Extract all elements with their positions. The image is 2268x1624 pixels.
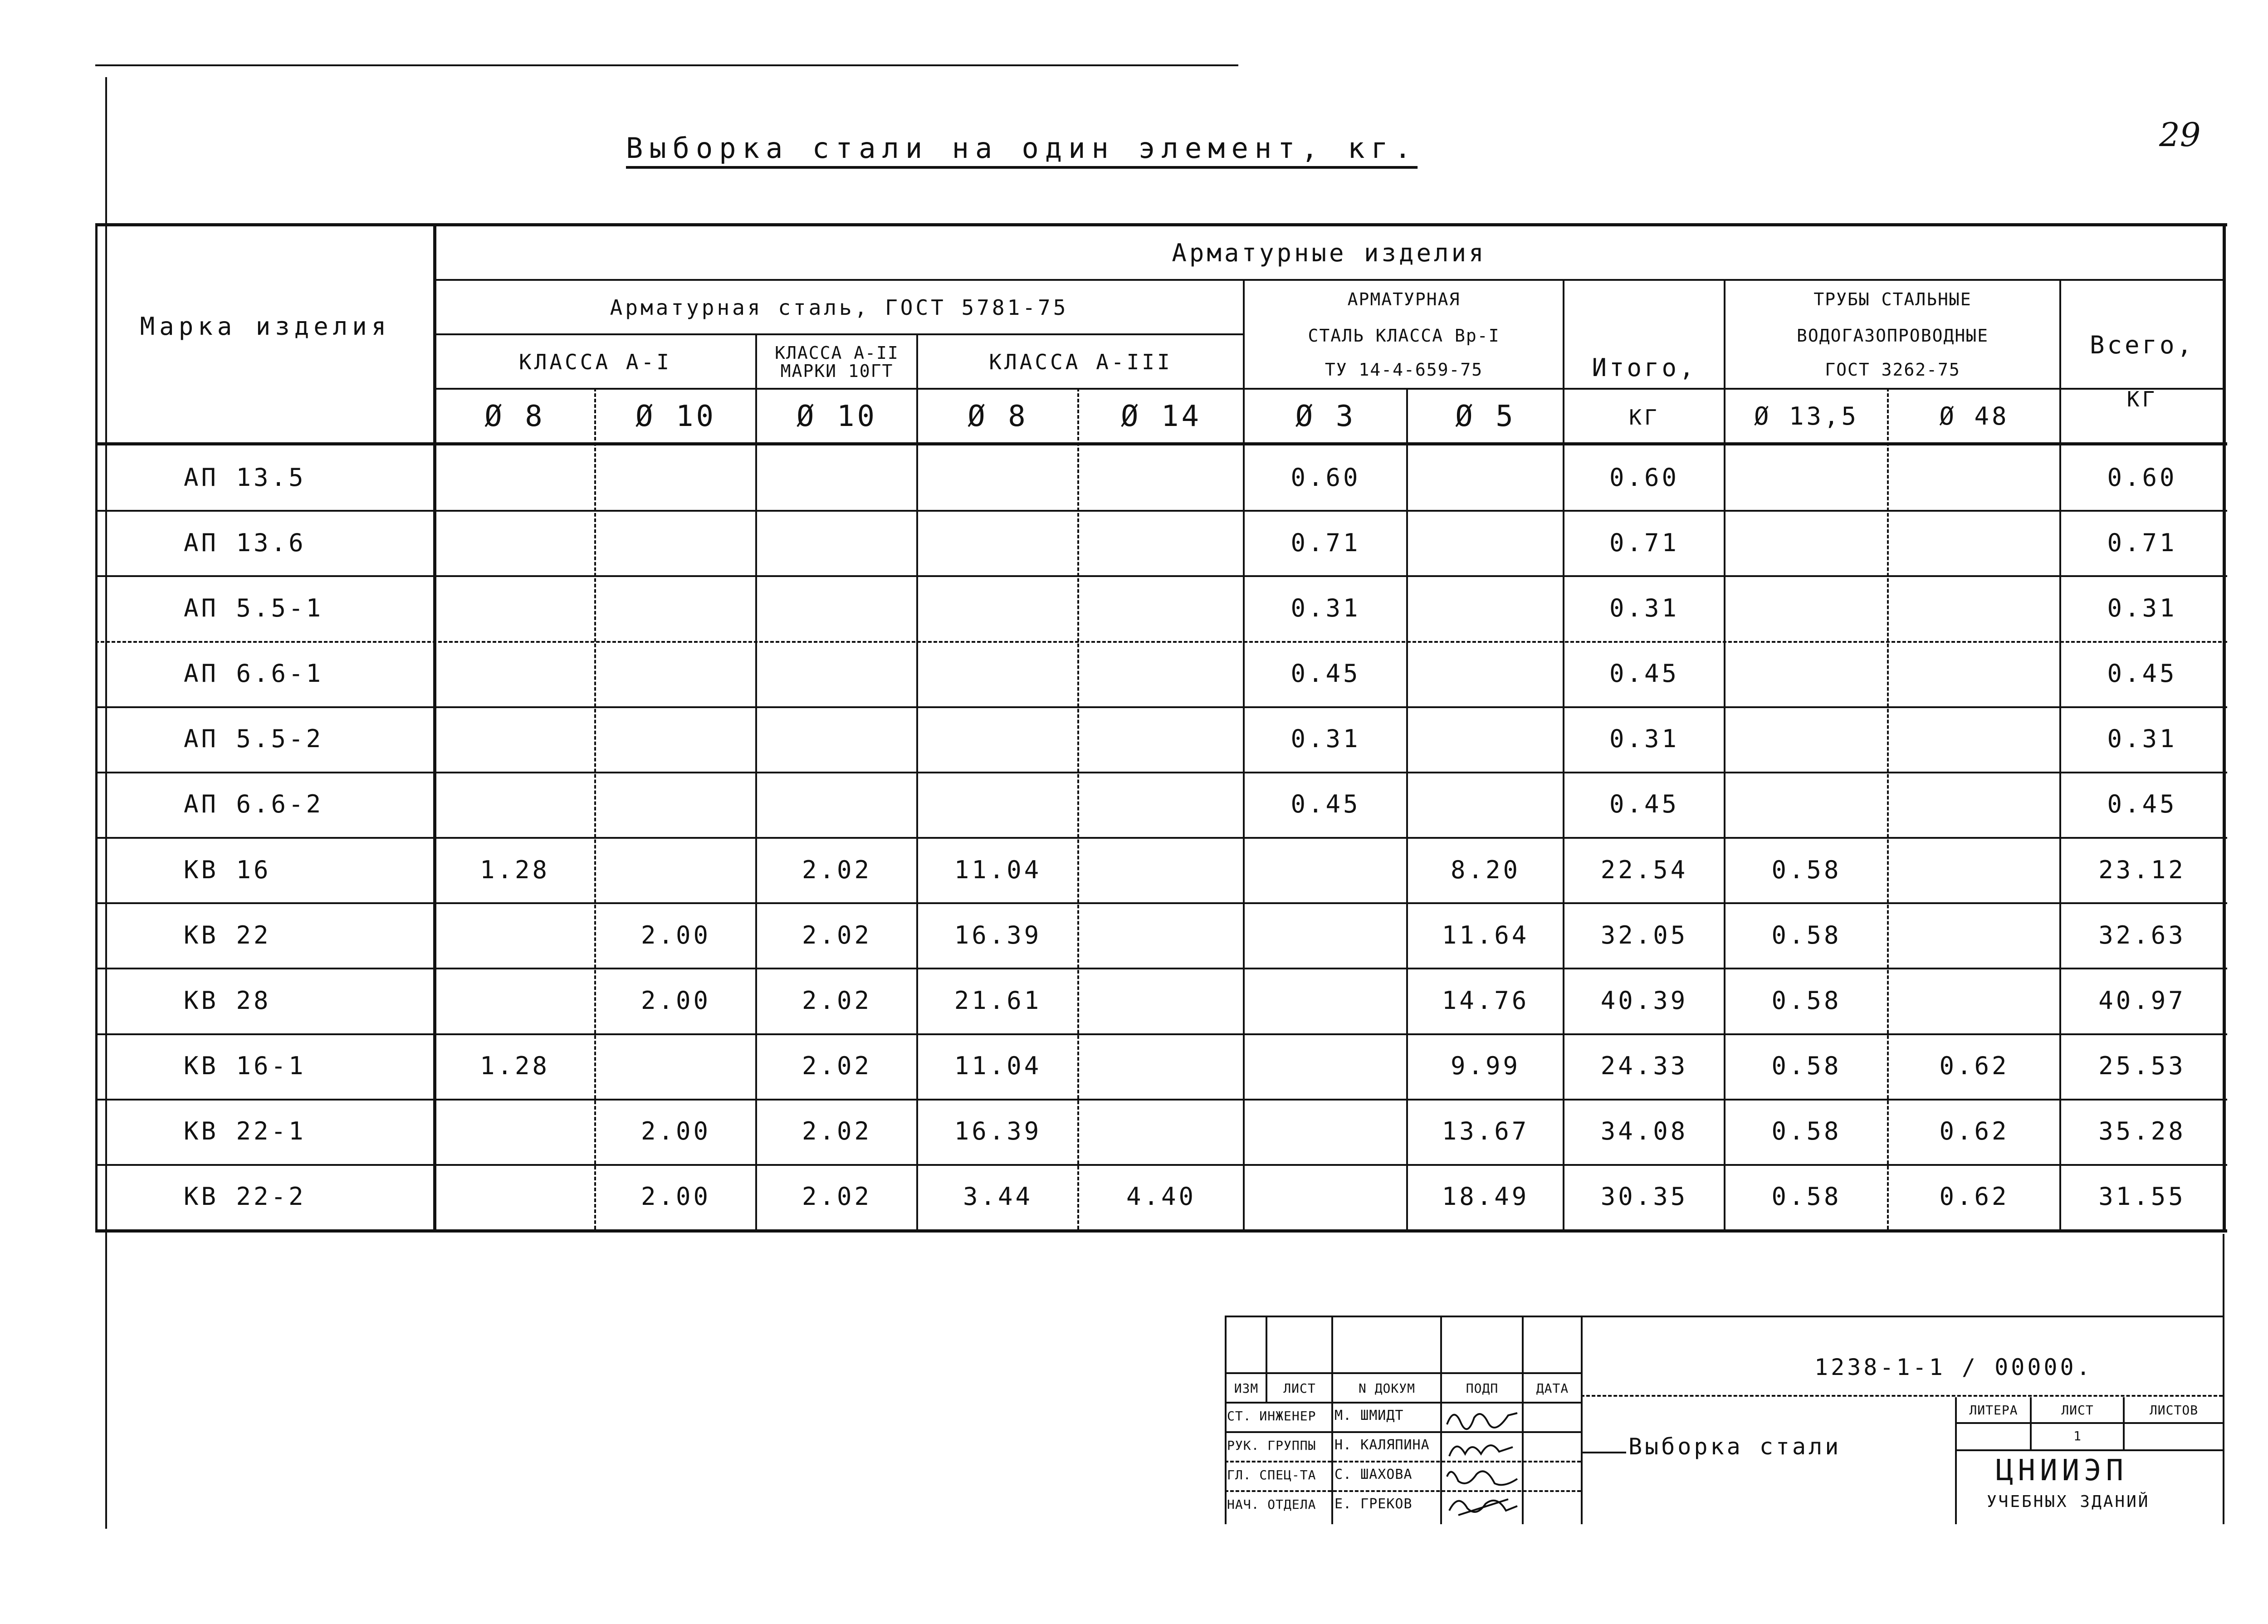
row-value: 0.58 <box>1771 855 1842 884</box>
stamp-col-header: ИЗМ <box>1234 1380 1259 1396</box>
row-value <box>1245 1033 1406 1099</box>
row-value: 40.97 <box>2098 986 2186 1015</box>
diameter-label: Ø 8 <box>968 399 1028 433</box>
top-edge-line <box>95 64 1238 66</box>
row-value <box>1889 902 2059 968</box>
row-value: 0.71 <box>1290 528 1361 557</box>
row-value <box>1245 902 1406 968</box>
header-truby-line2: ВОДОГАЗОПРОВОДНЫЕ <box>1797 326 1989 346</box>
row-value: 0.31 <box>1609 593 1680 622</box>
row-value <box>1726 706 1887 772</box>
header-vr-line3: ТУ 14-4-659-75 <box>1325 360 1483 380</box>
header-itogo: Итого, <box>1592 353 1697 382</box>
row-value <box>596 445 755 510</box>
row-mark: АП 5.5-1 <box>184 593 324 622</box>
row-value <box>1080 837 1243 902</box>
row-value: 34.08 <box>1600 1117 1688 1146</box>
row-value <box>435 706 594 772</box>
row-mark: АП 13.5 <box>184 463 306 492</box>
row-value: 0.58 <box>1771 1182 1842 1211</box>
doc-number: 1238-1-1 / 00000. <box>1814 1354 2093 1380</box>
row-value <box>1080 445 1243 510</box>
stamp-col-header: ПОДП <box>1466 1380 1499 1396</box>
row-value: 0.60 <box>1609 463 1680 492</box>
row-value: 24.33 <box>1600 1052 1688 1081</box>
stamp-litera-label: ЛИТЕРА <box>1969 1402 2018 1418</box>
row-value <box>1245 837 1406 902</box>
row-value <box>1726 772 1887 837</box>
header-itogo-unit: КГ <box>1629 405 1660 430</box>
row-value: 11.04 <box>954 1052 1042 1081</box>
row-value <box>1080 641 1243 706</box>
header-vr-line2: СТАЛЬ КЛАССА Вр-I <box>1308 326 1500 346</box>
signature <box>1445 1492 1520 1520</box>
row-value: 2.02 <box>802 855 872 884</box>
row-value <box>758 510 916 575</box>
row-value: 31.55 <box>2098 1182 2186 1211</box>
row-value: 0.62 <box>1939 1182 2009 1211</box>
stamp-col-header: N ДОКУМ <box>1358 1380 1415 1396</box>
row-value: 13.67 <box>1442 1117 1530 1146</box>
row-value <box>758 641 916 706</box>
row-value: 2.00 <box>640 920 711 949</box>
row-value <box>1889 968 2059 1033</box>
sheet-title: Выборка стали <box>1628 1433 1842 1460</box>
row-value <box>1408 706 1563 772</box>
row-value: 1.28 <box>479 855 550 884</box>
row-value <box>1408 575 1563 641</box>
organization-name: ЦНИИЭП <box>1996 1454 2128 1487</box>
row-value <box>1080 1033 1243 1099</box>
row-value: 0.45 <box>2107 790 2177 819</box>
row-value: 11.04 <box>954 855 1042 884</box>
row-value <box>1889 575 2059 641</box>
row-value: 9.99 <box>1450 1052 1521 1081</box>
row-value <box>1080 968 1243 1033</box>
row-value <box>1889 641 2059 706</box>
row-value: 14.76 <box>1442 986 1530 1015</box>
row-value: 0.45 <box>1290 659 1361 688</box>
row-mark: АП 13.6 <box>184 528 306 557</box>
row-value <box>1889 772 2059 837</box>
row-value: 0.31 <box>2107 724 2177 753</box>
header-truby-line1: ТРУБЫ СТАЛЬНЫЕ <box>1813 289 1972 309</box>
row-mark: КВ 28 <box>184 986 271 1015</box>
row-value: 2.02 <box>802 1182 872 1211</box>
row-value: 1.28 <box>479 1052 550 1081</box>
row-value <box>596 641 755 706</box>
row-value <box>1245 968 1406 1033</box>
row-mark: КВ 22 <box>184 920 271 949</box>
diameter-label: Ø 10 <box>796 399 878 433</box>
row-value <box>919 510 1077 575</box>
row-value <box>1726 641 1887 706</box>
stamp-role: ГЛ. СПЕЦ-ТА <box>1227 1467 1316 1482</box>
row-mark: КВ 22-1 <box>184 1117 306 1146</box>
row-value: 18.49 <box>1442 1182 1530 1211</box>
row-value: 30.35 <box>1600 1182 1688 1211</box>
row-value <box>1408 772 1563 837</box>
row-value: 0.58 <box>1771 986 1842 1015</box>
row-mark: КВ 22-2 <box>184 1182 306 1211</box>
row-value: 0.62 <box>1939 1052 2009 1081</box>
row-value <box>435 968 594 1033</box>
row-value: 2.02 <box>802 1117 872 1146</box>
row-value: 0.60 <box>2107 463 2177 492</box>
header-armaturnye: Арматурные изделия <box>1172 239 1486 267</box>
row-value: 16.39 <box>954 1117 1042 1146</box>
row-value: 0.45 <box>1609 790 1680 819</box>
row-value <box>919 575 1077 641</box>
diameter-label: Ø 3 <box>1295 399 1356 433</box>
diameter-label: Ø 48 <box>1939 402 2009 430</box>
row-value: 0.45 <box>1609 659 1680 688</box>
row-mark: КВ 16-1 <box>184 1052 306 1081</box>
row-value <box>435 510 594 575</box>
row-value <box>435 772 594 837</box>
row-value: 0.58 <box>1771 920 1842 949</box>
row-value: 2.00 <box>640 1117 711 1146</box>
row-value: 2.00 <box>640 1182 711 1211</box>
row-value <box>919 445 1077 510</box>
row-value <box>919 706 1077 772</box>
header-vsego: Всего, <box>2089 330 2195 359</box>
row-value <box>1245 1099 1406 1164</box>
row-value <box>758 575 916 641</box>
row-value <box>1889 510 2059 575</box>
stamp-name: С. ШАХОВА <box>1334 1467 1413 1482</box>
row-value: 0.58 <box>1771 1117 1842 1146</box>
page-number: 29 <box>2159 116 2201 154</box>
row-value <box>435 575 594 641</box>
row-value: 0.62 <box>1939 1117 2009 1146</box>
row-value: 32.05 <box>1600 920 1688 949</box>
row-value: 11.64 <box>1442 920 1530 949</box>
row-value <box>758 445 916 510</box>
stamp-role: СТ. ИНЖЕНЕР <box>1227 1409 1316 1423</box>
diameter-label: Ø 10 <box>635 399 717 433</box>
row-value: 0.45 <box>1290 790 1361 819</box>
row-value <box>596 837 755 902</box>
row-value: 0.45 <box>2107 659 2177 688</box>
row-value <box>435 902 594 968</box>
row-value: 2.02 <box>802 920 872 949</box>
page-title: Выборка стали на один элемент, кг. <box>626 132 1418 165</box>
row-value <box>1080 902 1243 968</box>
stamp-list-value: 1 <box>2073 1428 2082 1443</box>
stamp-role: НАЧ. ОТДЕЛА <box>1227 1497 1316 1512</box>
row-value: 22.54 <box>1600 855 1688 884</box>
row-value: 0.31 <box>2107 593 2177 622</box>
row-value <box>435 445 594 510</box>
row-value: 23.12 <box>2098 855 2186 884</box>
header-armatura-stal: Арматурная сталь, ГОСТ 5781-75 <box>610 295 1069 320</box>
row-value: 35.28 <box>2098 1117 2186 1146</box>
row-value <box>1080 575 1243 641</box>
row-value: 2.00 <box>640 986 711 1015</box>
row-mark: КВ 16 <box>184 855 271 884</box>
organization-subtitle: УЧЕБНЫХ ЗДАНИЙ <box>1987 1492 2150 1511</box>
row-value: 0.31 <box>1290 593 1361 622</box>
stamp-name: М. ШМИДТ <box>1334 1408 1404 1423</box>
diameter-label: Ø 13,5 <box>1754 402 1859 430</box>
stamp-list-label: ЛИСТ <box>2061 1402 2094 1418</box>
row-value: 2.02 <box>802 1052 872 1081</box>
row-value <box>596 772 755 837</box>
row-value <box>919 641 1077 706</box>
row-value: 4.40 <box>1126 1182 1197 1211</box>
stamp-col-header: ЛИСТ <box>1283 1380 1316 1396</box>
row-value <box>919 772 1077 837</box>
header-marka: Марка изделия <box>140 312 391 341</box>
header-klass-a2: КЛАССА А-II МАРКИ 10ГТ <box>775 342 899 381</box>
stamp-name: Н. КАЛЯПИНА <box>1334 1437 1430 1453</box>
row-value <box>1726 510 1887 575</box>
row-value <box>1889 706 2059 772</box>
diameter-label: Ø 5 <box>1455 399 1516 433</box>
header-vr-line1: АРМАТУРНАЯ <box>1347 289 1461 309</box>
row-mark: АП 5.5-2 <box>184 724 324 753</box>
row-value <box>1889 837 2059 902</box>
signature <box>1445 1404 1520 1431</box>
row-value: 25.53 <box>2098 1052 2186 1081</box>
row-value <box>758 772 916 837</box>
row-value: 3.44 <box>963 1182 1033 1211</box>
row-value <box>1726 445 1887 510</box>
stamp-listov-label: ЛИСТОВ <box>2149 1402 2199 1418</box>
row-value <box>596 706 755 772</box>
row-value <box>1080 706 1243 772</box>
row-value: 2.02 <box>802 986 872 1015</box>
header-truby-line3: ГОСТ 3262-75 <box>1825 360 1960 380</box>
row-value <box>435 641 594 706</box>
row-value <box>758 706 916 772</box>
row-value <box>435 1099 594 1164</box>
row-value: 0.60 <box>1290 463 1361 492</box>
row-value: 0.71 <box>1609 528 1680 557</box>
row-mark: АП 6.6-2 <box>184 790 324 819</box>
row-value: 0.58 <box>1771 1052 1842 1081</box>
stamp-role: РУК. ГРУППЫ <box>1227 1438 1316 1453</box>
row-value: 21.61 <box>954 986 1042 1015</box>
row-value <box>1080 772 1243 837</box>
header-klass-a3: КЛАССА А-III <box>989 349 1173 374</box>
row-value <box>1408 641 1563 706</box>
row-value <box>596 575 755 641</box>
diameter-label: Ø 8 <box>484 399 545 433</box>
signature <box>1445 1433 1520 1461</box>
header-klass-a1: КЛАССА А-I <box>519 349 672 374</box>
row-value <box>1080 510 1243 575</box>
row-value <box>1889 445 2059 510</box>
stamp-name: Е. ГРЕКОВ <box>1334 1496 1413 1512</box>
row-value <box>1080 1099 1243 1164</box>
row-value <box>596 510 755 575</box>
row-value <box>435 1164 594 1229</box>
row-value <box>1408 510 1563 575</box>
row-value <box>1245 1164 1406 1229</box>
row-value <box>1408 445 1563 510</box>
stamp-col-header: ДАТА <box>1536 1380 1569 1396</box>
row-value: 32.63 <box>2098 920 2186 949</box>
row-value: 0.71 <box>2107 528 2177 557</box>
row-value: 16.39 <box>954 920 1042 949</box>
row-value: 0.31 <box>1290 724 1361 753</box>
diameter-label: Ø 14 <box>1120 399 1202 433</box>
row-value: 40.39 <box>1600 986 1688 1015</box>
row-mark: АП 6.6-1 <box>184 659 324 688</box>
signature <box>1445 1463 1520 1490</box>
row-value: 8.20 <box>1450 855 1521 884</box>
header-vsego-unit: КГ <box>2126 387 2158 411</box>
row-value: 0.31 <box>1609 724 1680 753</box>
row-value <box>1726 575 1887 641</box>
row-value <box>596 1033 755 1099</box>
